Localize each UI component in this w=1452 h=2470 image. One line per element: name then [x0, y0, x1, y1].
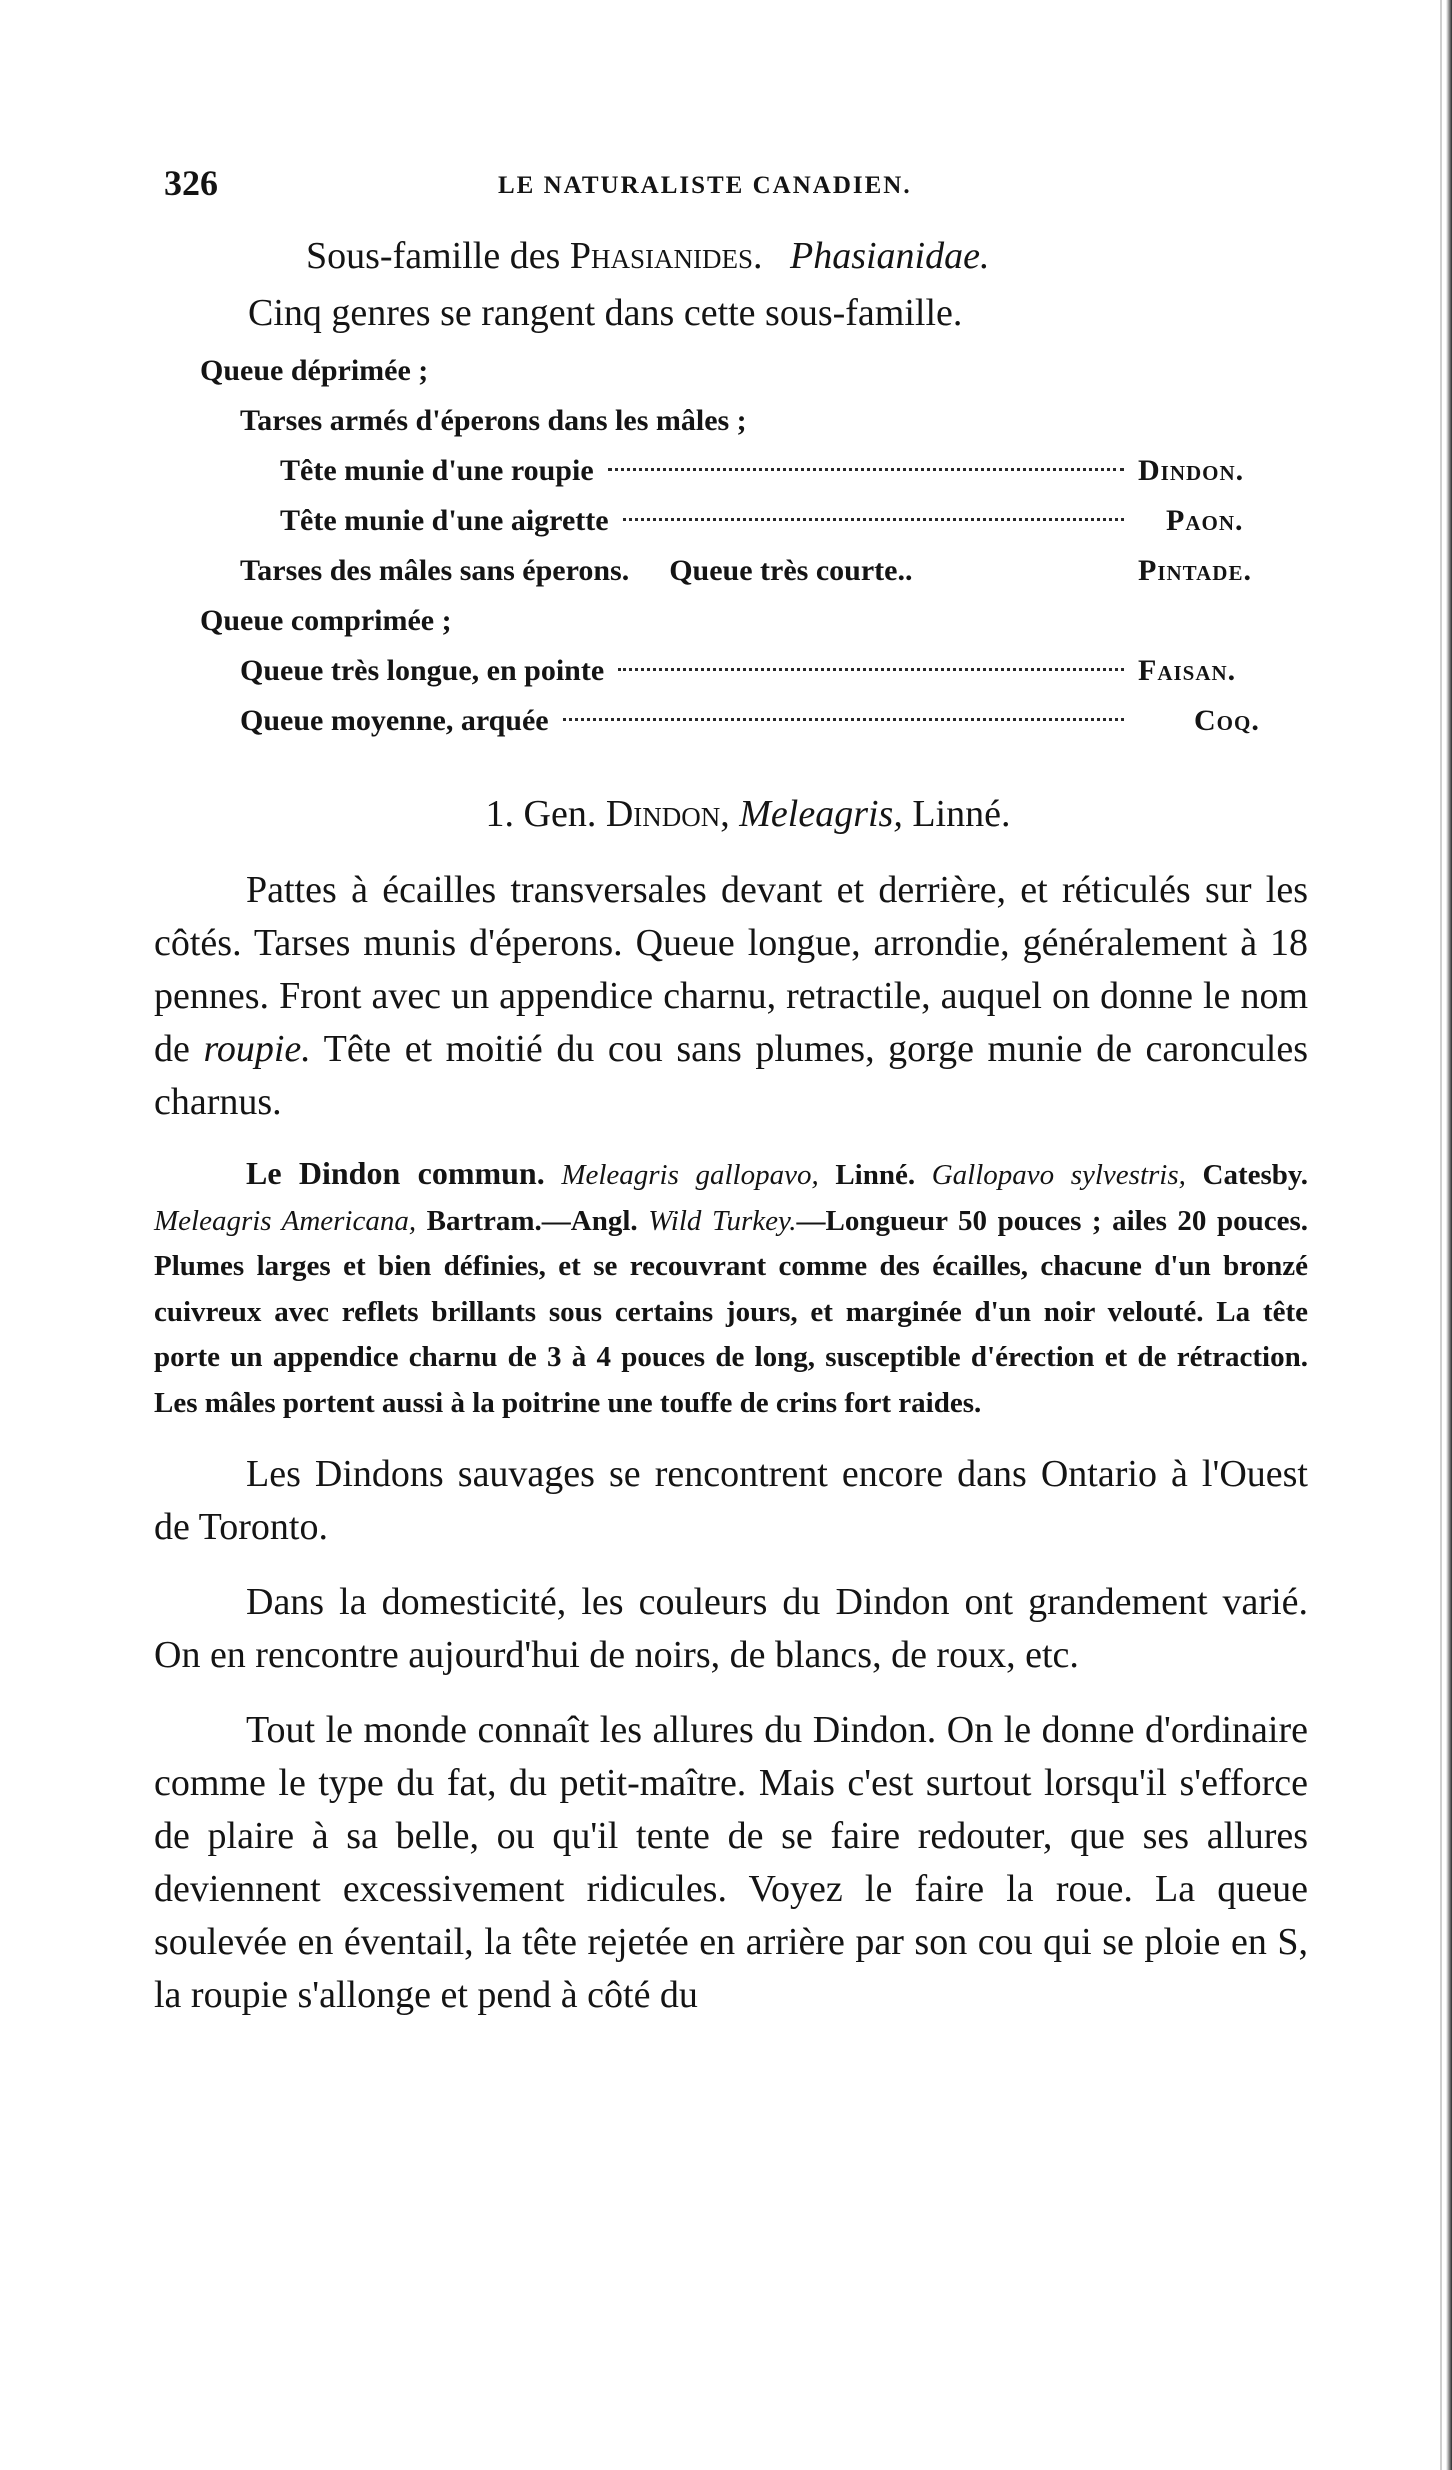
key-row	[148, 446, 1308, 496]
genus-latin: Meleagris,	[739, 793, 903, 835]
key-row	[148, 646, 1308, 696]
subfamily-name: Phasianides.	[569, 235, 763, 277]
key-label: Queue moyenne, arquée	[240, 704, 549, 737]
species-synonym-author: Catesby.	[1202, 1159, 1309, 1191]
key-label: Queue déprimée ;	[200, 354, 429, 387]
dot-leader	[623, 518, 1124, 521]
subfamily-latin: Phasianidae.	[790, 235, 990, 277]
key-row	[148, 346, 1308, 396]
genus-name: Dindon,	[605, 793, 730, 835]
species-english-name: Wild Turkey.	[648, 1204, 797, 1237]
key-genus-paon: Paon.	[1166, 504, 1244, 537]
journal-title: LE NATURALISTE CANADIEN.	[498, 172, 912, 199]
species-synonym: Gallopavo sylvestris,	[931, 1159, 1186, 1191]
species-synonym-author: Bartram.—Angl.	[426, 1204, 638, 1237]
page-fold-shadow	[1440, 0, 1442, 2470]
key-label: Queue très longue, en pointe	[240, 654, 605, 687]
key-label: Tarses armés d'éperons dans les mâles ;	[240, 404, 747, 437]
genus-author: Linné.	[912, 793, 1011, 835]
genus-description	[148, 864, 1308, 1129]
key-row	[148, 596, 1308, 646]
paragraph-domestic-turkeys: Dans la domesticité, les couleurs du Dindon ont grandement varié. On en rencontre aujourd'hui de noirs, de blancs, de roux, etc.	[154, 1581, 1308, 1676]
book-page	[148, 150, 1308, 2022]
genus-description-term: roupie.	[203, 1028, 311, 1070]
dot-leader	[618, 668, 1124, 671]
key-row	[148, 546, 1308, 596]
book-spine-edge	[1446, 0, 1452, 2470]
dot-leader	[563, 718, 1124, 721]
genus-key	[148, 346, 1308, 746]
key-row	[148, 496, 1308, 546]
key-genus-pintade: Pintade.	[1138, 554, 1252, 587]
species-synonym: Meleagris gallopavo,	[561, 1159, 819, 1191]
dot-leader	[608, 468, 1124, 471]
key-row	[148, 396, 1308, 446]
key-row	[148, 696, 1308, 746]
page-number: 326	[164, 163, 218, 203]
key-label: Queue très courte..	[669, 554, 913, 587]
key-genus-dindon: Dindon.	[1138, 454, 1245, 487]
subfamily-heading	[306, 230, 1308, 282]
paragraph-wild-turkeys: Les Dindons sauvages se rencontrent encore dans Ontario à l'Ouest de Toronto.	[154, 1453, 1308, 1548]
species-description-text: —Longueur 50 pouces ; ailes 20 pouces. Plumes larges et bien définies, et se recouvrant comme des écailles, chacune d'un bronzé cuivreux avec reflets brillants sous certains jours, et marginée d'un noir velouté. La tête porte un appendice charnu de 3 à 4 pouces de long, susceptible d'érection et de rétraction. Les mâles portent aussi à la poitrine une touffe de crins fort raides.	[154, 1204, 1309, 1419]
species-synonym-author: Linné.	[835, 1159, 916, 1191]
key-label: Queue comprimée ;	[200, 604, 452, 637]
key-label: Tête munie d'une aigrette	[280, 504, 609, 537]
species-description	[148, 1151, 1308, 1426]
paragraph-turkey-behaviour: Tout le monde connaît les allures du Dindon. On le donne d'ordinaire comme le type du fat, du petit-maître. Mais c'est surtout lorsqu'il s'efforce de plaire à sa belle, ou qu'il tente de se faire redouter, que ses allures deviennent excessivement ridicules. Voyez le faire la roue. La queue soulevée en éventail, la tête rejetée en arrière par son cou qui se ploie en S, la roupie s'allonge et pend à côté du	[154, 1709, 1308, 2016]
key-label: Tête munie d'une roupie	[280, 454, 594, 487]
subfamily-prefix: Sous-famille des	[306, 235, 561, 277]
genus-description-end: Tête et moitié du cou sans plumes, gorge munie de caroncules charnus.	[154, 1028, 1308, 1123]
key-label: Tarses des mâles sans éperons.	[240, 554, 630, 587]
key-genus-coq: Coq.	[1194, 704, 1260, 737]
running-head	[148, 150, 1308, 210]
species-name: Le Dindon commun.	[246, 1155, 545, 1191]
genus-heading	[148, 786, 1308, 842]
key-genus-faisan: Faisan.	[1138, 654, 1237, 687]
intro-line: Cinq genres se rangent dans cette sous-famille.	[248, 292, 963, 334]
genus-description-text: Pattes à écailles transversales devant et derrière, et réticulés sur les côtés. Tarses munis d'éperons. Queue longue, arrondie, généralement à 18 pennes. Front avec un appendice charnu, retractile, auquel on donne le nom de	[154, 869, 1308, 1070]
genus-number: 1. Gen.	[485, 793, 597, 835]
species-synonym: Meleagris Americana,	[154, 1204, 417, 1237]
